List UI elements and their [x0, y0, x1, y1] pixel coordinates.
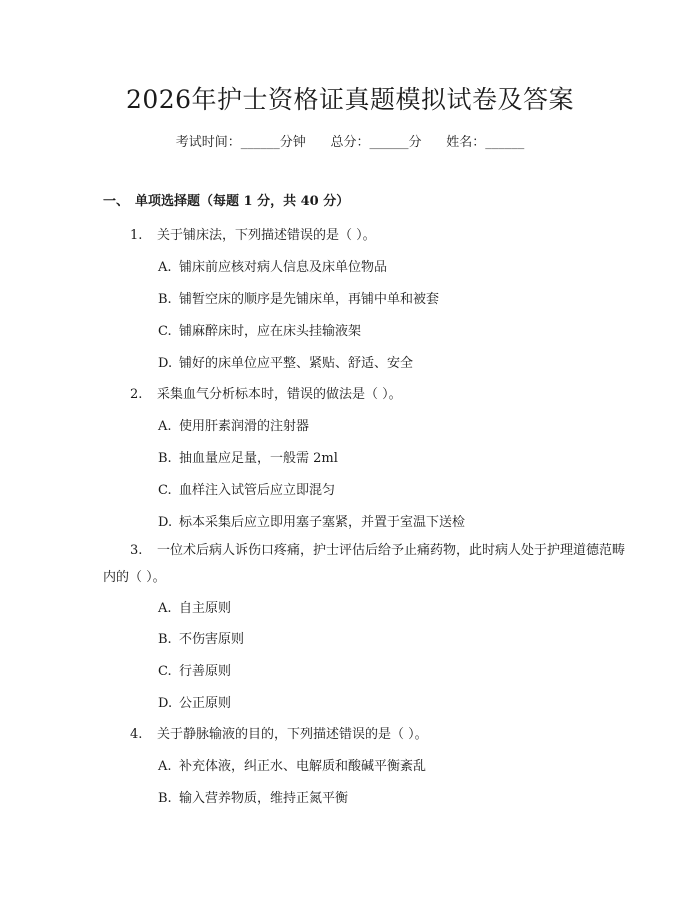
option-text: 公正原则 [179, 696, 232, 711]
option-text: 铺好的床单位应平整、紧贴、舒适、安全 [179, 356, 414, 371]
option-a [158, 256, 387, 275]
option-b [158, 288, 439, 307]
question-stem [130, 723, 428, 742]
option-letter: A. [158, 759, 172, 774]
option-letter: B. [158, 451, 172, 466]
option-letter: C. [158, 664, 172, 679]
option-letter: D. [158, 356, 173, 371]
option-c [158, 660, 231, 679]
option-letter: A. [158, 419, 172, 434]
question-text: 一位术后病人诉伤口疼痛，护士评估后给予止痛药物，此时病人处于护理道德范畴内的（ ）。 [103, 543, 626, 585]
question-number: 2. [130, 387, 143, 402]
option-text: 铺麻醉床时，应在床头挂输液架 [179, 324, 362, 339]
question-number: 4. [130, 727, 143, 742]
question-stem [130, 383, 402, 402]
option-d [158, 511, 465, 530]
option-text: 抽血量应足量，一般需 2ml [179, 451, 338, 466]
option-a [158, 755, 426, 774]
option-letter: B. [158, 292, 172, 307]
option-a [158, 597, 231, 616]
option-text: 使用肝素润滑的注射器 [179, 419, 310, 434]
option-text: 铺暂空床的顺序是先铺床单，再铺中单和被套 [179, 292, 440, 307]
question-text: 关于静脉输液的目的，下列描述错误的是（ ）。 [157, 727, 428, 742]
option-letter: C. [158, 324, 172, 339]
question-number: 1. [130, 228, 143, 243]
option-text: 补充体液，纠正水、电解质和酸碱平衡紊乱 [179, 759, 427, 774]
option-d [158, 352, 413, 371]
section-heading [103, 190, 349, 209]
option-text: 铺床前应核对病人信息及床单位物品 [179, 260, 388, 275]
option-letter: C. [158, 483, 172, 498]
option-text: 标本采集后应立即用塞子塞紧，并置于室温下送检 [179, 515, 466, 530]
exam-info: 考试时间：______分钟 总分：______分 姓名：______ [175, 135, 525, 150]
question-stem [103, 537, 625, 591]
option-text: 自主原则 [179, 601, 232, 616]
option-text: 行善原则 [179, 664, 232, 679]
option-b [158, 787, 348, 806]
option-c [158, 320, 361, 339]
option-c [158, 479, 335, 498]
option-letter: D. [158, 696, 173, 711]
option-d [158, 692, 231, 711]
option-text: 血样注入试管后应立即混匀 [179, 483, 336, 498]
page-title: 2026年护士资格证真题模拟试卷及答案 [125, 85, 575, 114]
section-title: 单项选择题（每题 1 分，共 40 分） [135, 194, 350, 209]
option-letter: B. [158, 632, 172, 647]
option-a [158, 415, 309, 434]
option-text: 不伤害原则 [179, 632, 245, 647]
question-stem [130, 224, 376, 243]
section-number: 一、 [103, 194, 130, 209]
option-letter: D. [158, 515, 173, 530]
option-letter: A. [158, 260, 172, 275]
option-letter: B. [158, 791, 172, 806]
option-b [158, 628, 244, 647]
option-b [158, 447, 338, 466]
option-letter: A. [158, 601, 172, 616]
question-text: 关于铺床法，下列描述错误的是（ ）。 [157, 228, 376, 243]
question-text: 采集血气分析标本时，错误的做法是（ ）。 [157, 387, 402, 402]
question-number: 3. [130, 543, 143, 558]
option-text: 输入营养物质，维持正氮平衡 [179, 791, 349, 806]
